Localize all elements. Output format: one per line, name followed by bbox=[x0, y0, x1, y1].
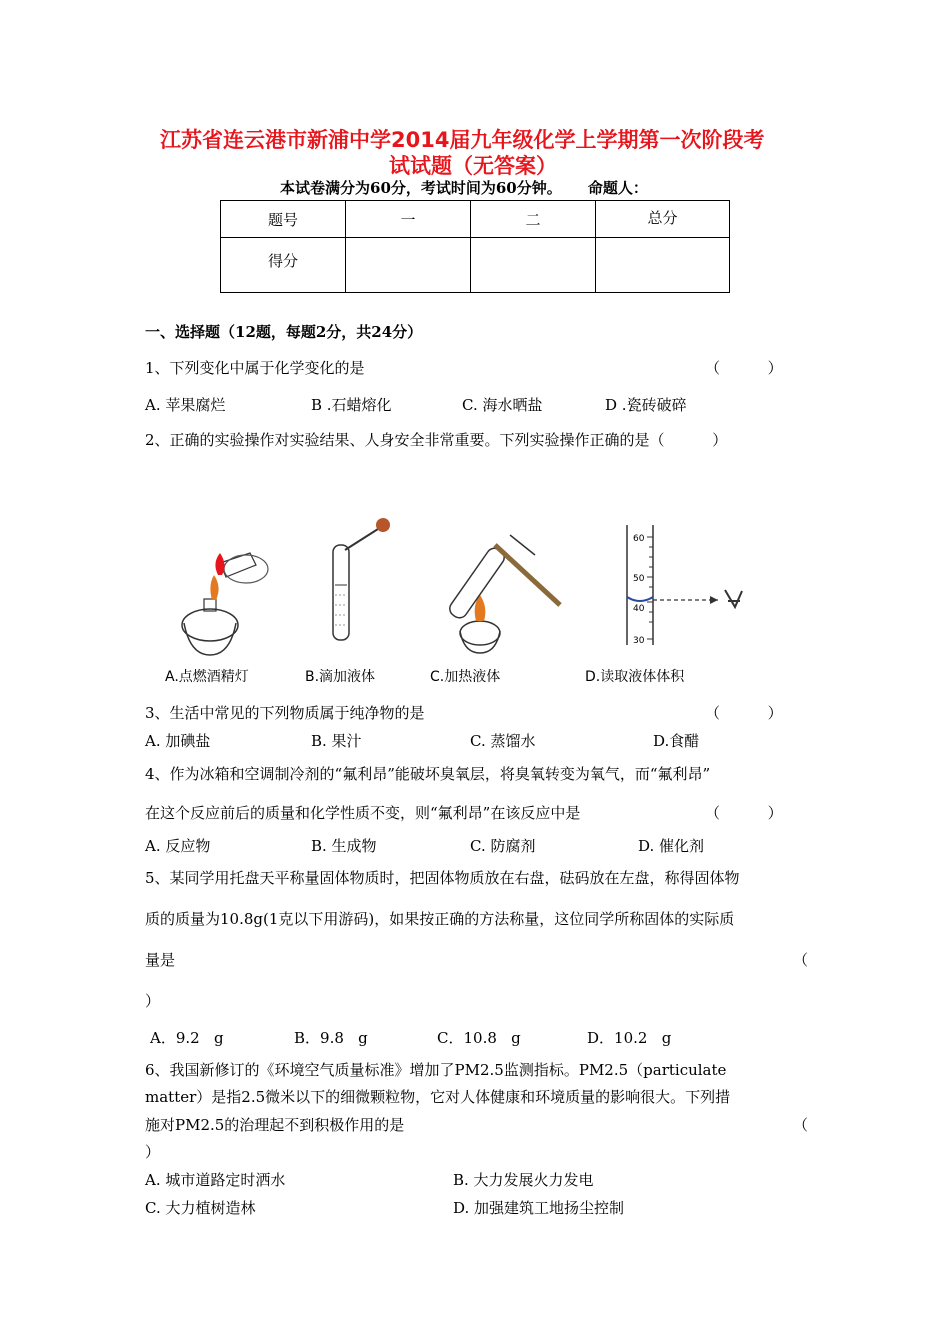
cylinder-tick-60: 60 bbox=[633, 534, 645, 544]
alcohol-lamp-lighting-image bbox=[182, 553, 268, 655]
option-b[interactable]: B. 大力发展火力发电 bbox=[453, 1171, 594, 1189]
score-header-cell: 总分 bbox=[596, 201, 730, 238]
figure-label-a: A.点燃酒精灯 bbox=[165, 669, 249, 685]
question-1-answer-paren[interactable]: （ ） bbox=[705, 359, 783, 377]
question-2-stem: 2、正确的实验操作对实验结果、人身安全非常重要。下列实验操作正确的是（ ） bbox=[145, 431, 728, 449]
option-d[interactable]: D .瓷砖破碎 bbox=[605, 396, 687, 414]
score-input-cell[interactable] bbox=[346, 238, 471, 293]
option-d[interactable]: D.食醋 bbox=[653, 732, 700, 750]
question-4-stem-line1: 4、作为冰箱和空调制冷剂的“氟利昂”能破坏臭氧层，将臭氧转变为氧气，而“氟利昂” bbox=[145, 765, 711, 783]
option-c[interactable]: C. 防腐剂 bbox=[470, 837, 536, 855]
option-d[interactable]: D. 加强建筑工地扬尘控制 bbox=[453, 1199, 625, 1217]
page-title-line2: 试试题（无答案） bbox=[389, 154, 557, 178]
cylinder-tick-50: 50 bbox=[633, 574, 645, 584]
cylinder-tick-30: 30 bbox=[633, 636, 645, 646]
option-b[interactable]: B. 果汁 bbox=[311, 732, 362, 750]
option-c[interactable]: C．10.8 g bbox=[437, 1029, 521, 1047]
figure-label-d: D.读取液体体积 bbox=[585, 669, 685, 685]
question-5-paren-close[interactable]: ） bbox=[145, 992, 161, 1010]
section-heading: 一、选择题（12题，每题2分，共24分） bbox=[145, 323, 423, 341]
exam-info: 本试卷满分为60分，考试时间为60分钟。 命题人： bbox=[280, 179, 648, 197]
question-5-paren-open[interactable]: （ bbox=[793, 951, 809, 969]
option-b[interactable]: B．9.8 g bbox=[294, 1029, 368, 1047]
experiment-figure bbox=[150, 505, 750, 690]
option-b[interactable]: B. 生成物 bbox=[311, 837, 377, 855]
option-a[interactable]: A. 苹果腐烂 bbox=[145, 396, 226, 414]
option-a[interactable]: A. 加碘盐 bbox=[145, 732, 211, 750]
option-a[interactable]: A. 反应物 bbox=[145, 837, 211, 855]
score-input-cell[interactable] bbox=[596, 238, 730, 293]
score-header-cell: 一 bbox=[346, 201, 471, 238]
question-4-answer-paren[interactable]: （ ） bbox=[705, 804, 783, 822]
question-5-stem-line2: 质的质量为10.8g(1克以下用游码)，如果按正确的方法称量，这位同学所称固体的实际质 bbox=[145, 910, 735, 928]
score-input-cell[interactable] bbox=[471, 238, 596, 293]
option-c[interactable]: C. 海水晒盐 bbox=[462, 396, 543, 414]
question-3-stem: 3、生活中常见的下列物质属于纯净物的是 bbox=[145, 704, 425, 722]
question-1-stem: 1、下列变化中属于化学变化的是 bbox=[145, 359, 365, 377]
option-b[interactable]: B .石蜡熔化 bbox=[311, 396, 392, 414]
question-5-stem-line3: 量是 bbox=[145, 951, 176, 969]
dropper-test-tube-image bbox=[333, 518, 390, 640]
option-a[interactable]: A．9.2 g bbox=[150, 1029, 224, 1047]
option-c[interactable]: C. 大力植树造林 bbox=[145, 1199, 256, 1217]
option-d[interactable]: D. 催化剂 bbox=[638, 837, 705, 855]
score-header-cell: 题号 bbox=[221, 201, 346, 238]
score-table bbox=[220, 200, 730, 293]
score-label-cell: 得分 bbox=[221, 238, 346, 293]
page-title-line1: 江苏省连云港市新浦中学2014届九年级化学上学期第一次阶段考 bbox=[160, 128, 765, 152]
question-6-stem-line3: 施对PM2.5的治理起不到积极作用的是 bbox=[145, 1116, 405, 1134]
score-header-cell: 二 bbox=[471, 201, 596, 238]
question-6-stem-line2: matter）是指2.5微米以下的细微颗粒物，它对人体健康和环境质量的影响很大。下列措 bbox=[145, 1088, 731, 1106]
figure-label-b: B.滴加液体 bbox=[305, 669, 376, 685]
question-4-stem-line2: 在这个反应前后的质量和化学性质不变，则“氟利昂”在该反应中是 bbox=[145, 804, 581, 822]
question-3-answer-paren[interactable]: （ ） bbox=[705, 704, 783, 722]
option-a[interactable]: A. 城市道路定时洒水 bbox=[145, 1171, 286, 1189]
question-5-stem-line1: 5、某同学用托盘天平称量固体物质时，把固体物质放在右盘，砝码放在左盘，称得固体物 bbox=[145, 869, 740, 887]
question-6-paren-close[interactable]: ） bbox=[145, 1143, 161, 1161]
figure-label-c: C.加热液体 bbox=[430, 669, 501, 685]
heating-test-tube-image bbox=[447, 535, 560, 653]
option-d[interactable]: D．10.2 g bbox=[587, 1029, 672, 1047]
question-6-stem-line1: 6、我国新修订的《环境空气质量标准》增加了PM2.5监测指标。PM2.5（particulate bbox=[145, 1061, 727, 1079]
cylinder-tick-40: 40 bbox=[633, 604, 645, 614]
question-6-paren-open[interactable]: （ bbox=[793, 1116, 809, 1134]
option-c[interactable]: C. 蒸馏水 bbox=[470, 732, 536, 750]
